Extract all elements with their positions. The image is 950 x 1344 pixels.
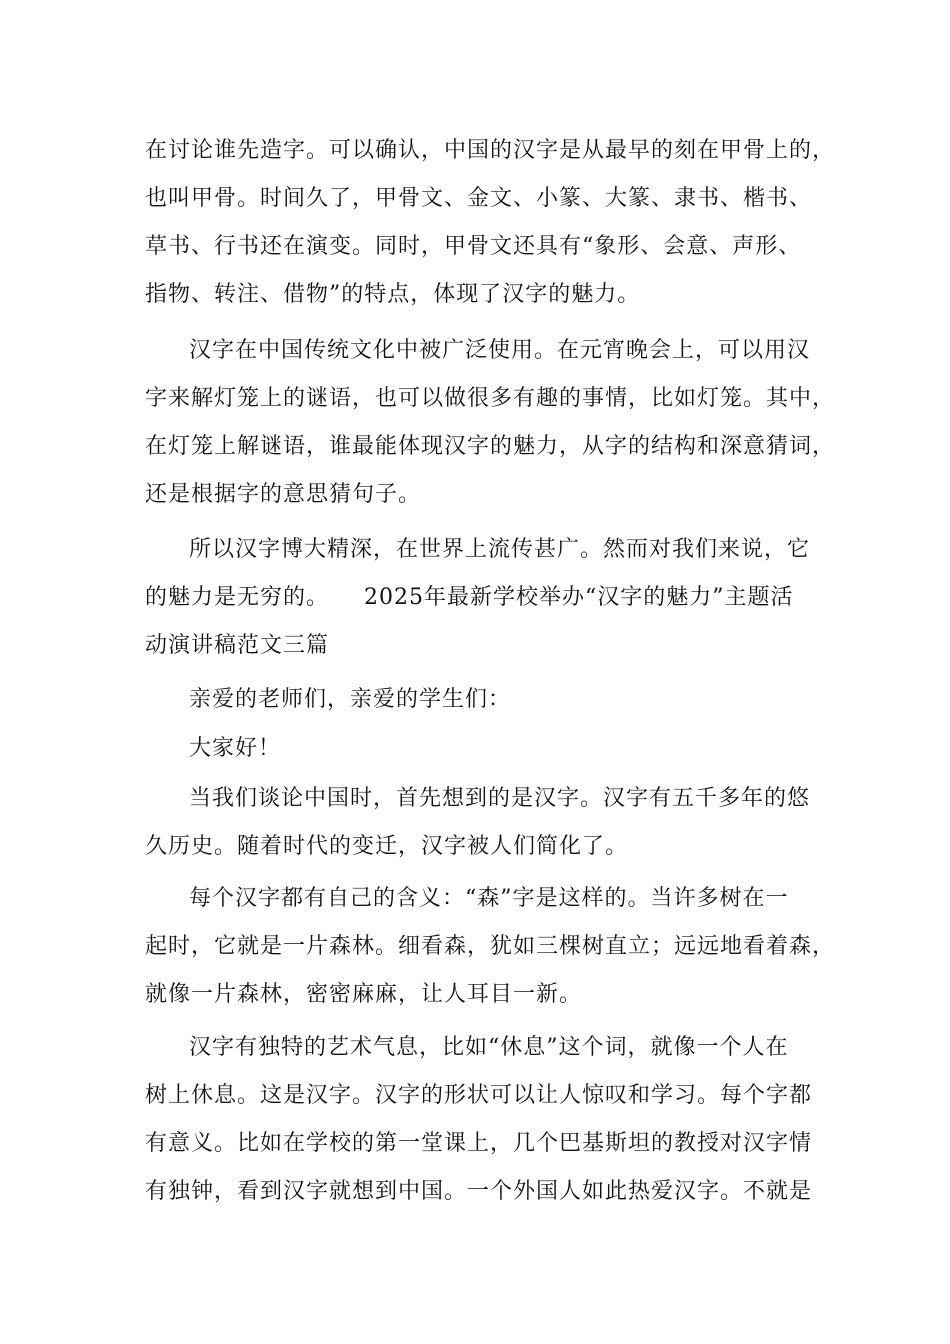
paragraph-lantern-riddles [145, 327, 836, 519]
text-line: 字来解灯笼上的谜语，也可以做很多有趣的事情，比如灯笼。其中， [145, 386, 836, 411]
text-line: 当我们谈论中国时，首先想到的是汉字。汉字有五千多年的悠 [189, 786, 811, 811]
text-line: 草书、行书还在演变。同时，甲骨文还具有“象形、会意、声形、 [145, 234, 802, 259]
text-line: 起时，它就是一片森林。细看森，犹如三棵树直立；远远地看着森， [145, 934, 836, 959]
text-line: 在灯笼上解谜语，谁最能体现汉字的魅力，从字的结构和深意猜词， [145, 434, 836, 459]
text-line: 有意义。比如在学校的第一堂课上，几个巴基斯坦的教授对汉字情 [145, 1131, 813, 1156]
salutation [145, 676, 825, 724]
paragraph-oracle-bone [145, 127, 836, 319]
text-line: 动演讲稿范文三篇 [145, 633, 330, 658]
text-line: 汉字在中国传统文化中被广泛使用。在元宵晚会上，可以用汉 [189, 338, 811, 363]
text-line: 还是根据字的意思猜句子。 [145, 482, 422, 507]
paragraph-artistic-charm [145, 1024, 825, 1216]
text-line: 的魅力是无穷的。 2025年最新学校举办“汉字的魅力”主题活 [145, 585, 794, 610]
text-line: 久历史。随着时代的变迁，汉字被人们简化了。 [145, 834, 629, 859]
text-line: 也叫甲骨。时间久了，甲骨文、金文、小篆、大篆、隶书、楷书、 [145, 186, 813, 211]
text-line: 指物、转注、借物”的特点，体现了汉字的魅力。 [145, 282, 641, 307]
text-line: 有独钟，看到汉字就想到中国。一个外国人如此热爱汉字。不就是 [145, 1179, 813, 1204]
paragraph-history [145, 775, 825, 871]
paragraph-conclusion-and-title [145, 526, 825, 670]
text-line: 大家好！ [189, 736, 282, 761]
text-line: 所以汉字博大精深，在世界上流传甚广。然而对我们来说，它 [189, 537, 811, 562]
text-line: 在讨论谁先造字。可以确认，中国的汉字是从最早的刻在甲骨上的， [145, 138, 836, 163]
paragraph-forest-character [145, 875, 836, 1019]
text-line: 亲爱的老师们，亲爱的学生们： [189, 687, 512, 712]
greeting [145, 725, 825, 773]
text-line: 就像一片森林，密密麻麻，让人耳目一新。 [145, 982, 583, 1007]
text-line: 每个汉字都有自己的含义：“森”字是这样的。当许多树在一 [189, 886, 789, 911]
text-line: 树上休息。这是汉字。汉字的形状可以让人惊叹和学习。每个字都 [145, 1083, 813, 1108]
text-line: 汉字有独特的艺术气息，比如“休息”这个词，就像一个人在 [189, 1035, 789, 1060]
